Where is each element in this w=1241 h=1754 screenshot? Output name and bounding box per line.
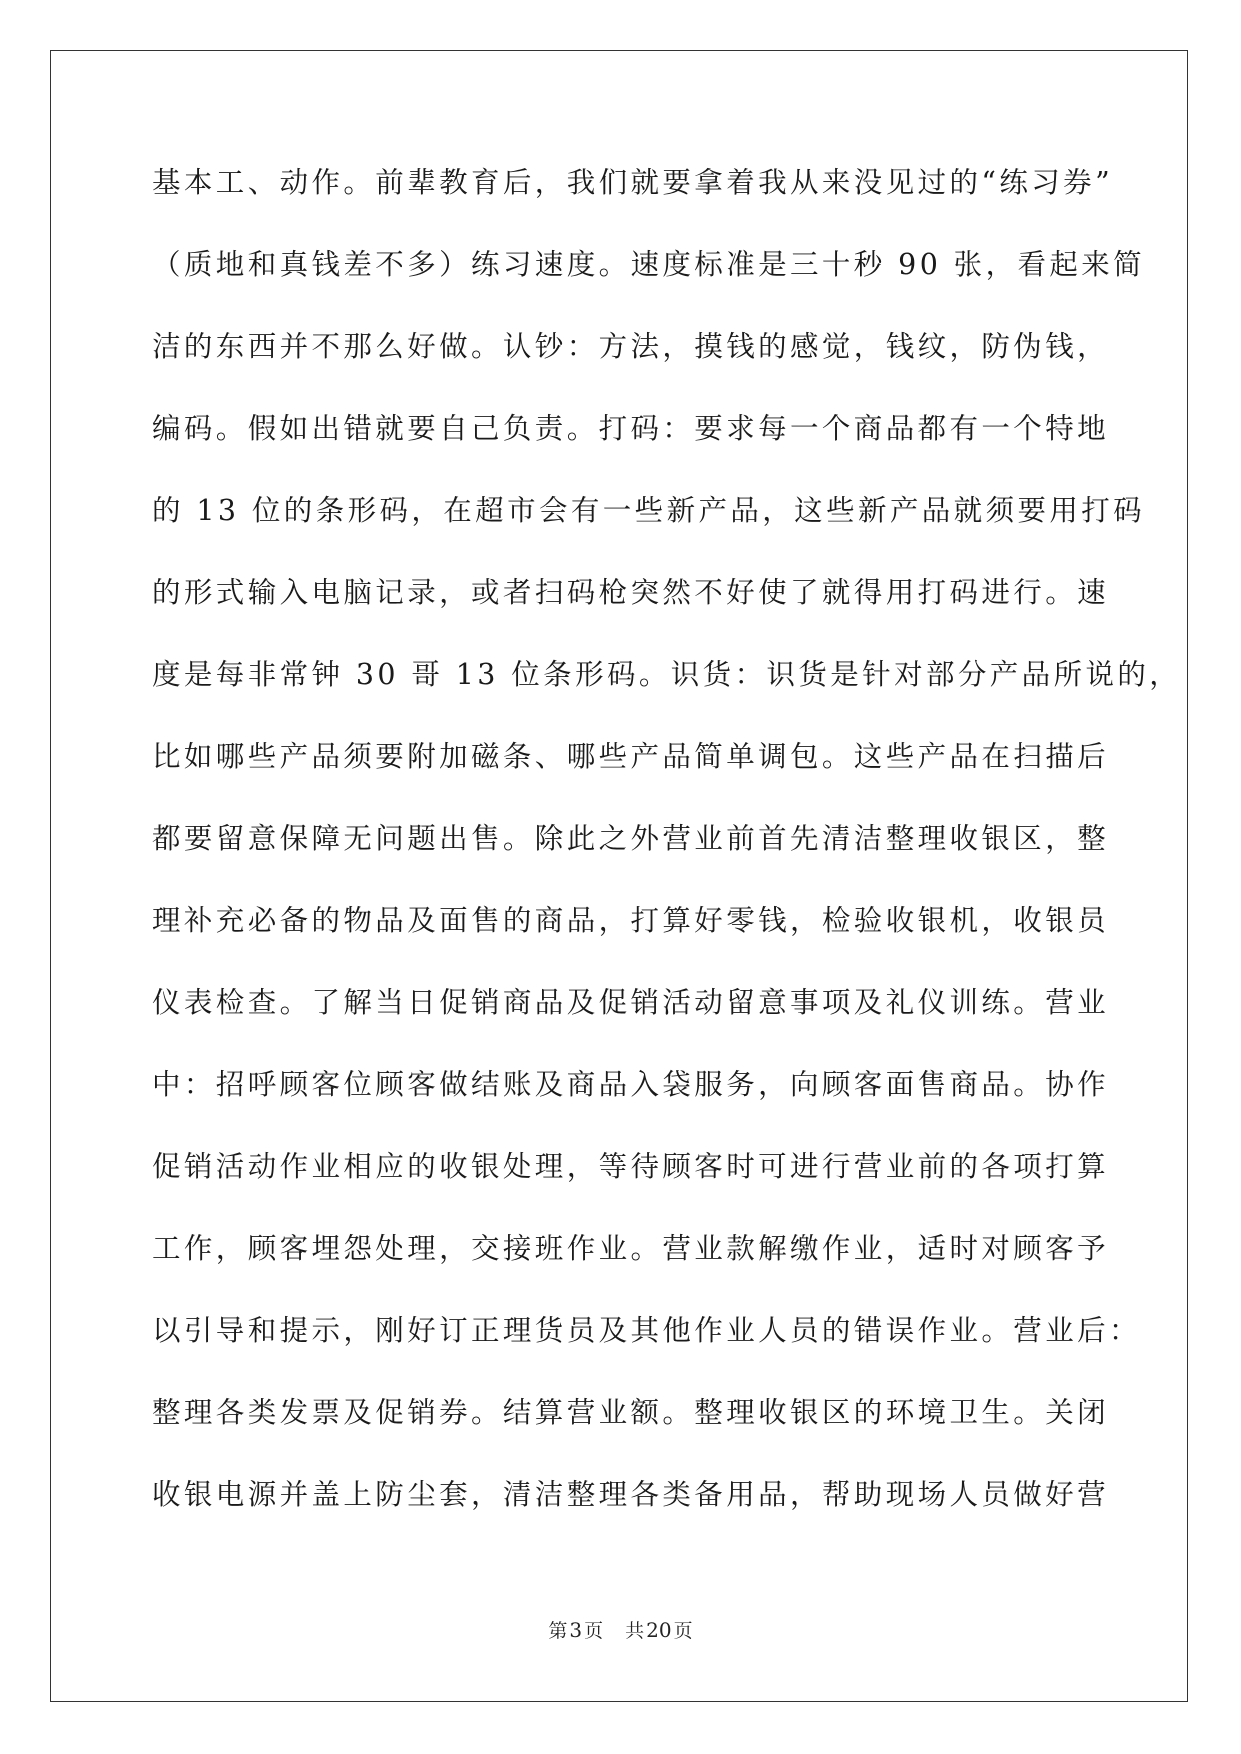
page-suffix: 页 <box>584 1620 604 1642</box>
page-number: 3 <box>569 1618 583 1642</box>
body-line-6: 的形式输入电脑记录，或者扫码枪突然不好使了就得用打码进行。速 <box>152 576 1110 609</box>
body-line-11: 仪表检查。了解当日促销商品及促销活动留意事项及礼仪训练。营业 <box>152 986 1110 1019</box>
body-line-9: 都要留意保障无问题出售。除此之外营业前首先清洁整理收银区，整 <box>152 822 1110 855</box>
body-line-16: 整理各类发票及促销券。结算营业额。整理收银区的环境卫生。关闭 <box>152 1396 1110 1429</box>
body-line-15: 以引导和提示，刚好订正理货员及其他作业人员的错误作业。营业后： <box>152 1314 1141 1347</box>
body-line-17: 收银电源并盖上防尘套，清洁整理各类备用品，帮助现场人员做好营 <box>152 1478 1110 1511</box>
page-prefix: 第 <box>548 1620 568 1642</box>
document-body <box>152 158 1182 1552</box>
body-line-14: 工作，顾客埋怨处理，交接班作业。营业款解缴作业，适时对顾客予 <box>152 1232 1110 1265</box>
body-line-4: 编码。假如出错就要自己负责。打码：要求每一个商品都有一个特地 <box>152 412 1110 445</box>
body-line-13: 促销活动作业相应的收银处理，等待顾客时可进行营业前的各项打算 <box>152 1150 1110 1183</box>
body-line-7: 度是每非常钟 30 哥 13 位条形码。识货：识货是针对部分产品所说的， <box>152 658 1182 691</box>
body-line-12: 中：招呼顾客位顾客做结账及商品入袋服务，向顾客面售商品。协作 <box>152 1068 1110 1101</box>
body-line-3: 洁的东西并不那么好做。认钞：方法，摸钱的感觉，钱纹，防伪钱， <box>152 330 1110 363</box>
body-line-2: （质地和真钱差不多）练习速度。速度标准是三十秒 90 张，看起来简 <box>152 248 1146 281</box>
page-footer <box>0 1618 1241 1643</box>
body-line-8: 比如哪些产品须要附加磁条、哪些产品简单调包。这些产品在扫描后 <box>152 740 1110 773</box>
total-prefix: 共 <box>625 1620 645 1642</box>
total-suffix: 页 <box>673 1620 693 1642</box>
body-line-1: 基本工、动作。前辈教育后，我们就要拿着我从来没见过的“练习券” <box>152 166 1114 199</box>
total-pages: 20 <box>646 1618 672 1642</box>
body-line-10: 理补充必备的物品及面售的商品，打算好零钱，检验收银机，收银员 <box>152 904 1110 937</box>
body-line-5: 的 13 位的条形码，在超市会有一些新产品，这些新产品就须要用打码 <box>152 494 1146 527</box>
